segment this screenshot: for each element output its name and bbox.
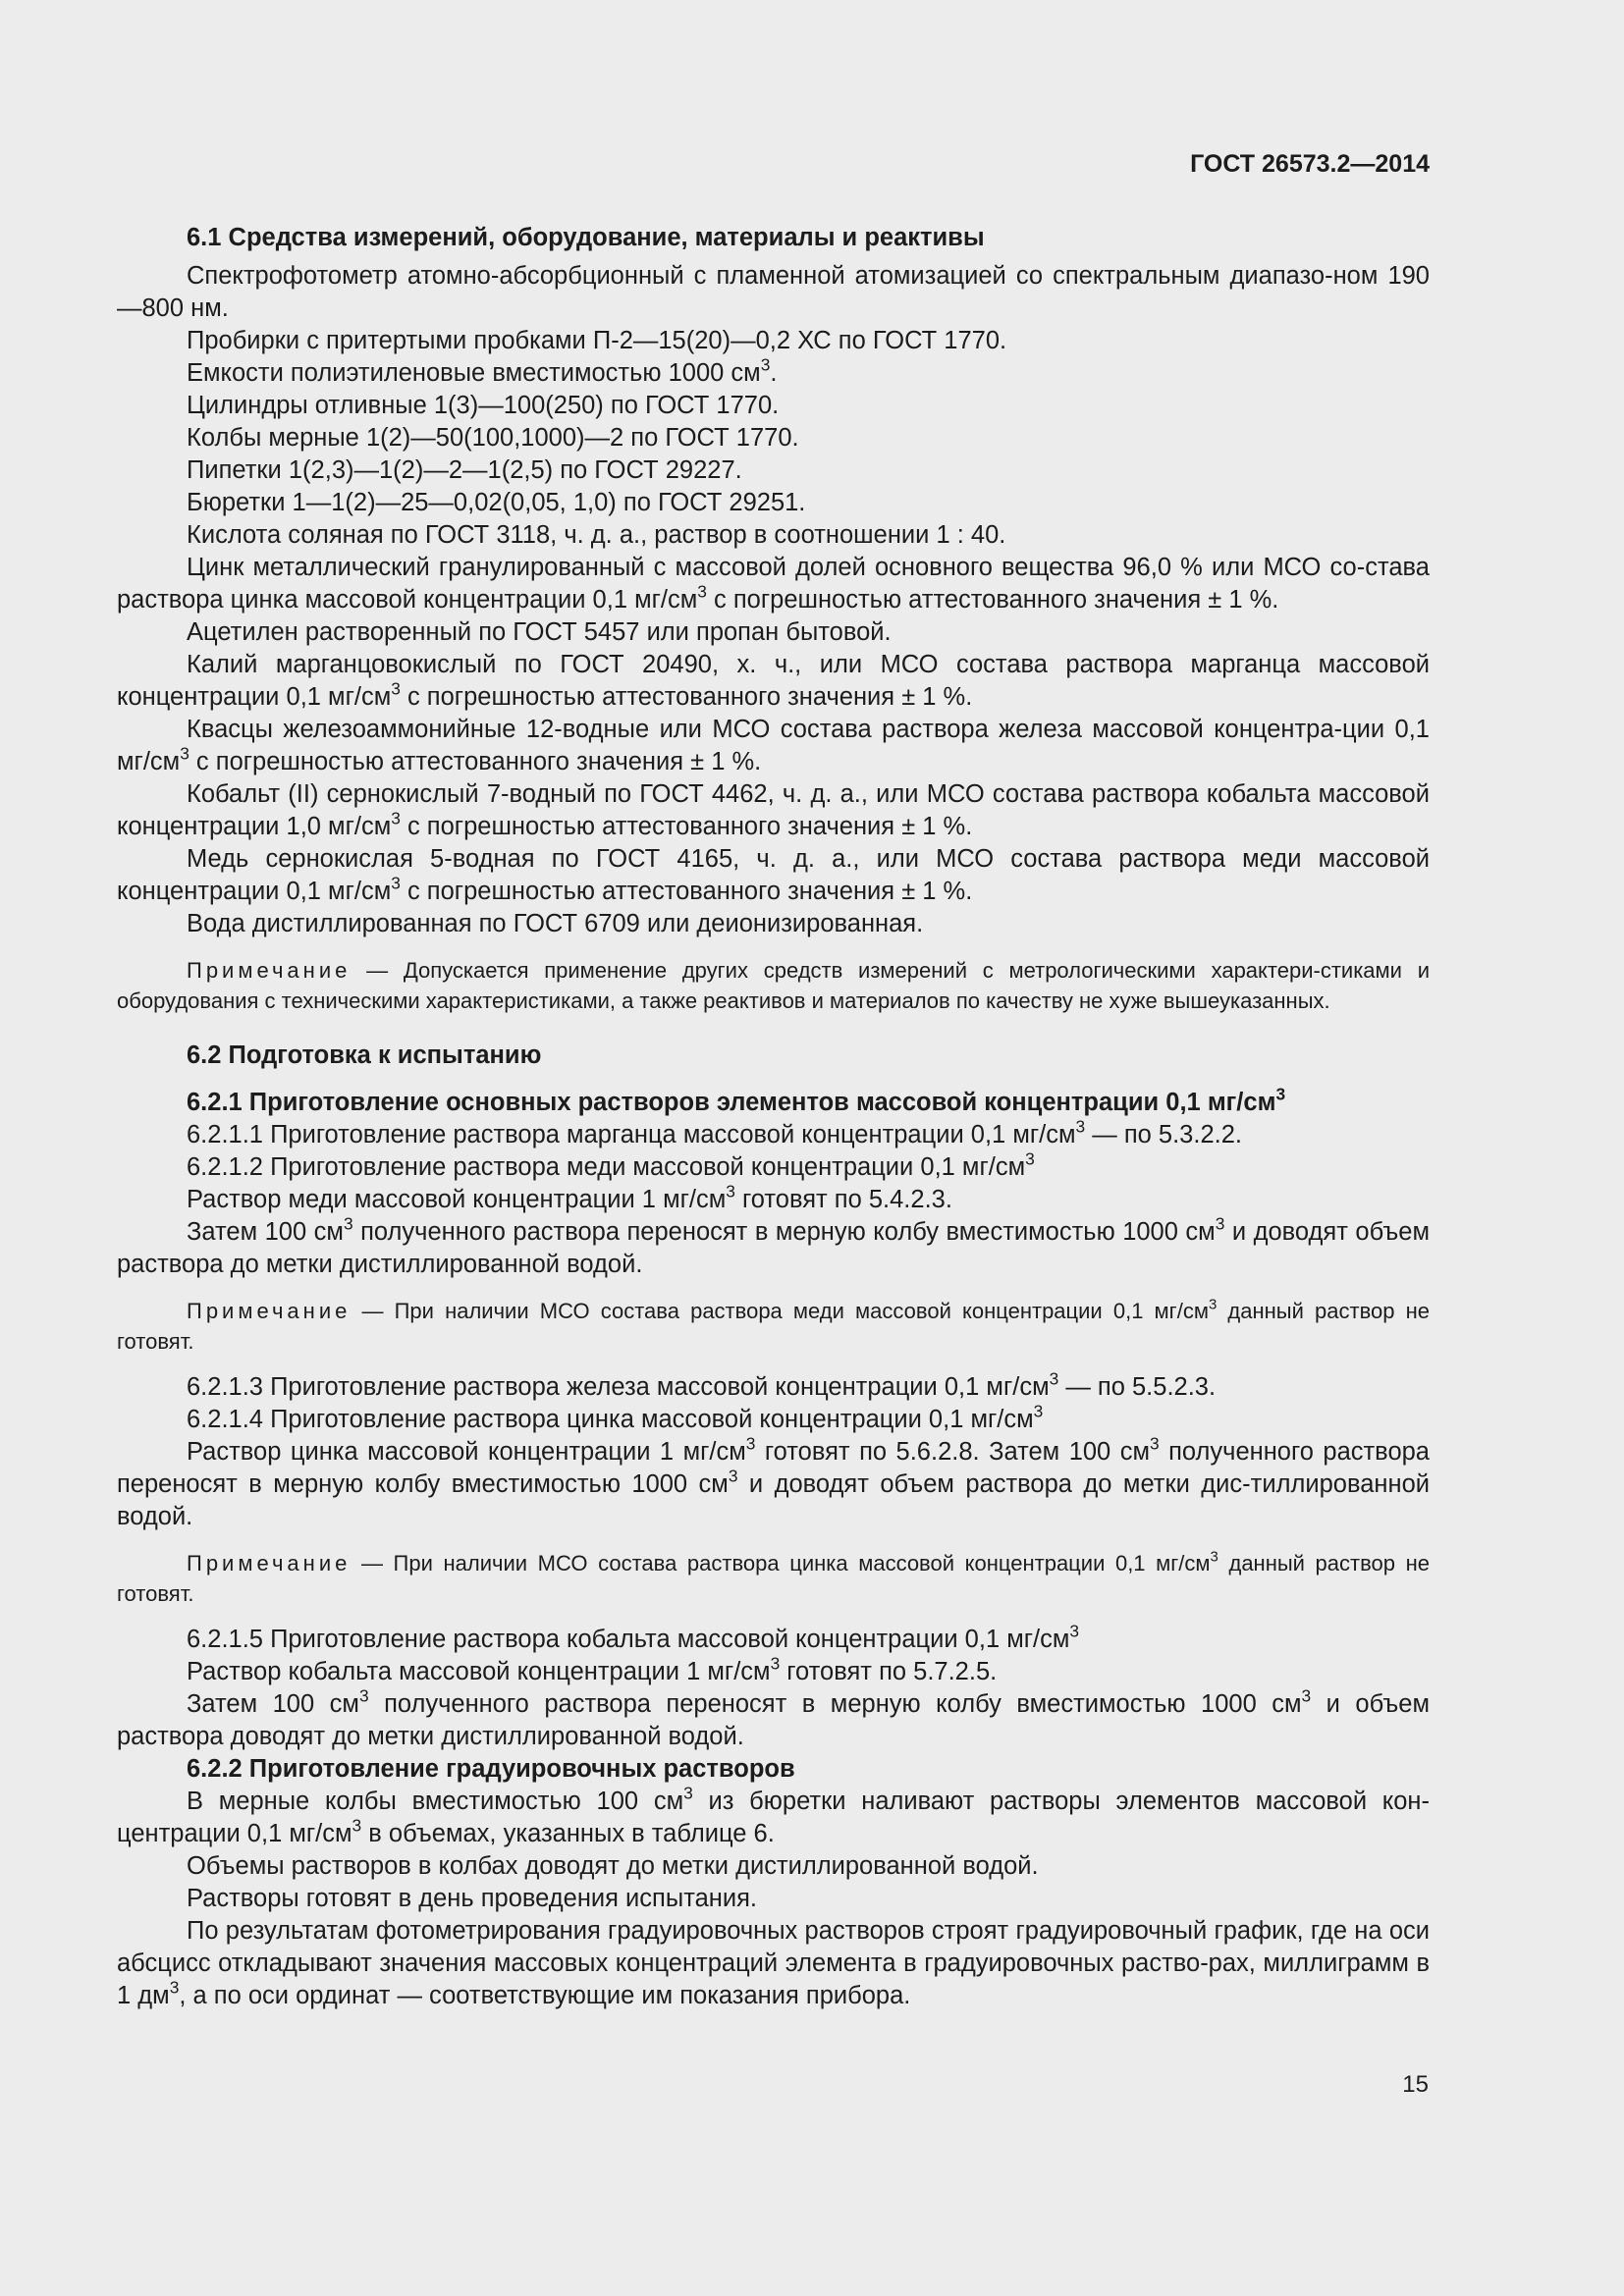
- paragraph: Ацетилен растворенный по ГОСТ 5457 или пропан бытовой.: [187, 618, 892, 646]
- paragraph: Затем 100 $см^3$ полученного раствора переносят в мерную колбу вместимостью 1000 $см^3$ и доводят объем раствора до метки дистиллированной водой.: [117, 1213, 1431, 1278]
- paragraph: Медь сернокислая 5-водная по ГОСТ 4165, ч. д. а., или МСО состава раствора меди массовой концентрации 0,1 $мг/см^3$ с погрешностью аттестованного значения ± 1 %.: [117, 845, 1430, 905]
- section-6-2-1-heading: 6.2.1 Приготовление основных растворов элементов массовой концентрации 0,1 $мг/см^3$: [187, 1084, 1286, 1116]
- paragraph: Кислота соляная по ГОСТ 3118, ч. д. а., раствор в соотношении 1 : 40.: [187, 521, 1006, 549]
- section-6-2-2-heading: 6.2.2 Приготовление градуировочных растворов: [187, 1755, 795, 1783]
- paragraph: Емкости полиэтиленовые вместимостью 1000 $см^3$.: [187, 354, 778, 387]
- paragraph: Колбы мерные 1(2)—50(100,1000)—2 по ГОСТ 1770.: [187, 424, 799, 452]
- paragraph: Бюретки 1—1(2)—25—0,02(0,05, 1,0) по ГОСТ 29251.: [187, 489, 806, 516]
- paragraph: 6.2.1.2 Приготовление раствора меди массовой концентрации 0,1 $мг/см^3$: [187, 1148, 1035, 1181]
- section-6-2-heading: 6.2 Подготовка к испытанию: [187, 1041, 542, 1069]
- paragraph: Пипетки 1(2,3)—1(2)—2—1(2,5) по ГОСТ 29227.: [187, 456, 742, 484]
- note: Примечание — При наличии МСО состава раствора меди массовой концентрации 0,1 $мг/см^3$ данный раствор не готовят.: [117, 1296, 1430, 1354]
- paragraph: Вода дистиллированная по ГОСТ 6709 или деионизированная.: [187, 910, 924, 937]
- note: Примечание — Допускается применение других средств измерений с метрологическими характери-стиками и оборудования с техническими характеристиками, а также реактивов и материалов по качеству не хуже вышеуказанных.: [117, 958, 1430, 1013]
- standard-designation: ГОСТ 26573.2—2014: [1190, 150, 1430, 178]
- paragraph: Кобальт (II) сернокислый 7-водный по ГОСТ 4462, ч. д. а., или МСО состава раствора кобальта массовой концентрации 1,0 $мг/см^3$ с погрешностью аттестованного значения ± 1 %.: [117, 780, 1430, 840]
- paragraph: Растворы готовят в день проведения испытания.: [187, 1885, 757, 1912]
- paragraph: По результатам фотометрирования градуировочных растворов строят градуировочный график, где на оси абсцисс откладывают значения массовых концентраций элемента в градуировочных раство-рах, миллиграмм в 1 $дм^3$, а по оси ординат — соответствующие им показания прибора.: [117, 1917, 1430, 2009]
- paragraph: Цинк металлический гранулированный с массовой долей основного вещества 96,0 % или МСО со-става раствора цинка массовой концентрации 0,1 $мг/см^3$ с погрешностью аттестованного значения ± 1 %.: [117, 554, 1430, 614]
- paragraph: Спектрофотометр атомно-абсорбционный с пламенной атомизацией со спектральным диапазо-ном 190—800 нм.: [117, 262, 1430, 322]
- paragraph: 6.2.1.1 Приготовление раствора марганца массовой концентрации 0,1 $мг/см^3$ — по 5.3.2.2.: [187, 1116, 1242, 1148]
- paragraph: Раствор меди массовой концентрации 1 $мг/см^3$ готовят по 5.4.2.3.: [187, 1181, 952, 1213]
- paragraph: Раствор кобальта массовой концентрации 1 $мг/см^3$ готовят по 5.7.2.5.: [187, 1653, 998, 1685]
- paragraph: Квасцы железоаммонийные 12-водные или МСО состава раствора железа массовой концентра-ции 0,1 $мг/см^3$ с погрешностью аттестованного значения ± 1 %.: [117, 716, 1430, 775]
- paragraph: Раствор цинка массовой концентрации 1 $мг/см^3$ готовят по 5.6.2.8. Затем 100 $см^3$ полученного раствора переносят в мерную колбу вместимостью 1000 $см^3$ и доводят объем раствора до метки дис-тиллированной водой.: [117, 1433, 1430, 1530]
- section-6-1-heading: 6.1 Средства измерений, оборудование, материалы и реактивы: [187, 224, 985, 251]
- paragraph: Цилиндры отливные 1(3)—100(250) по ГОСТ 1770.: [187, 392, 780, 419]
- note: Примечание — При наличии МСО состава раствора цинка массовой концентрации 0,1 $мг/см^3$ данный раствор не готовят.: [117, 1548, 1431, 1606]
- paragraph: Объемы растворов в колбах доводят до метки дистиллированной водой.: [187, 1852, 1039, 1880]
- paragraph: Пробирки с притертыми пробками П-2—15(20)—0,2 ХС по ГОСТ 1770.: [187, 327, 1007, 354]
- paragraph: Калий марганцовокислый по ГОСТ 20490, х. ч., или МСО состава раствора марганца массовой концентрации 0,1 $мг/см^3$ с погрешностью аттестованного значения ± 1 %.: [117, 651, 1430, 711]
- paragraph: 6.2.1.3 Приготовление раствора железа массовой концентрации 0,1 $мг/см^3$ — по 5.5.2.3.: [187, 1368, 1217, 1401]
- paragraph: 6.2.1.4 Приготовление раствора цинка массовой концентрации 0,1 $мг/см^3$: [187, 1401, 1044, 1433]
- page-number: 15: [1402, 2071, 1429, 2098]
- paragraph: Затем 100 $см^3$ полученного раствора переносят в мерную колбу вместимостью 1000 $см^3$ и объем раствора доводят до метки дистиллированной водой.: [117, 1685, 1430, 1750]
- paragraph: В мерные колбы вместимостью 100 $см^3$ из бюретки наливают растворы элементов массовой кон-центрации 0,1 $мг/см^3$ в объемах, указанных в таблице 6.: [117, 1783, 1431, 1847]
- paragraph: 6.2.1.5 Приготовление раствора кобальта массовой концентрации 0,1 $мг/см^3$: [187, 1621, 1080, 1653]
- page-content: [117, 222, 1430, 2012]
